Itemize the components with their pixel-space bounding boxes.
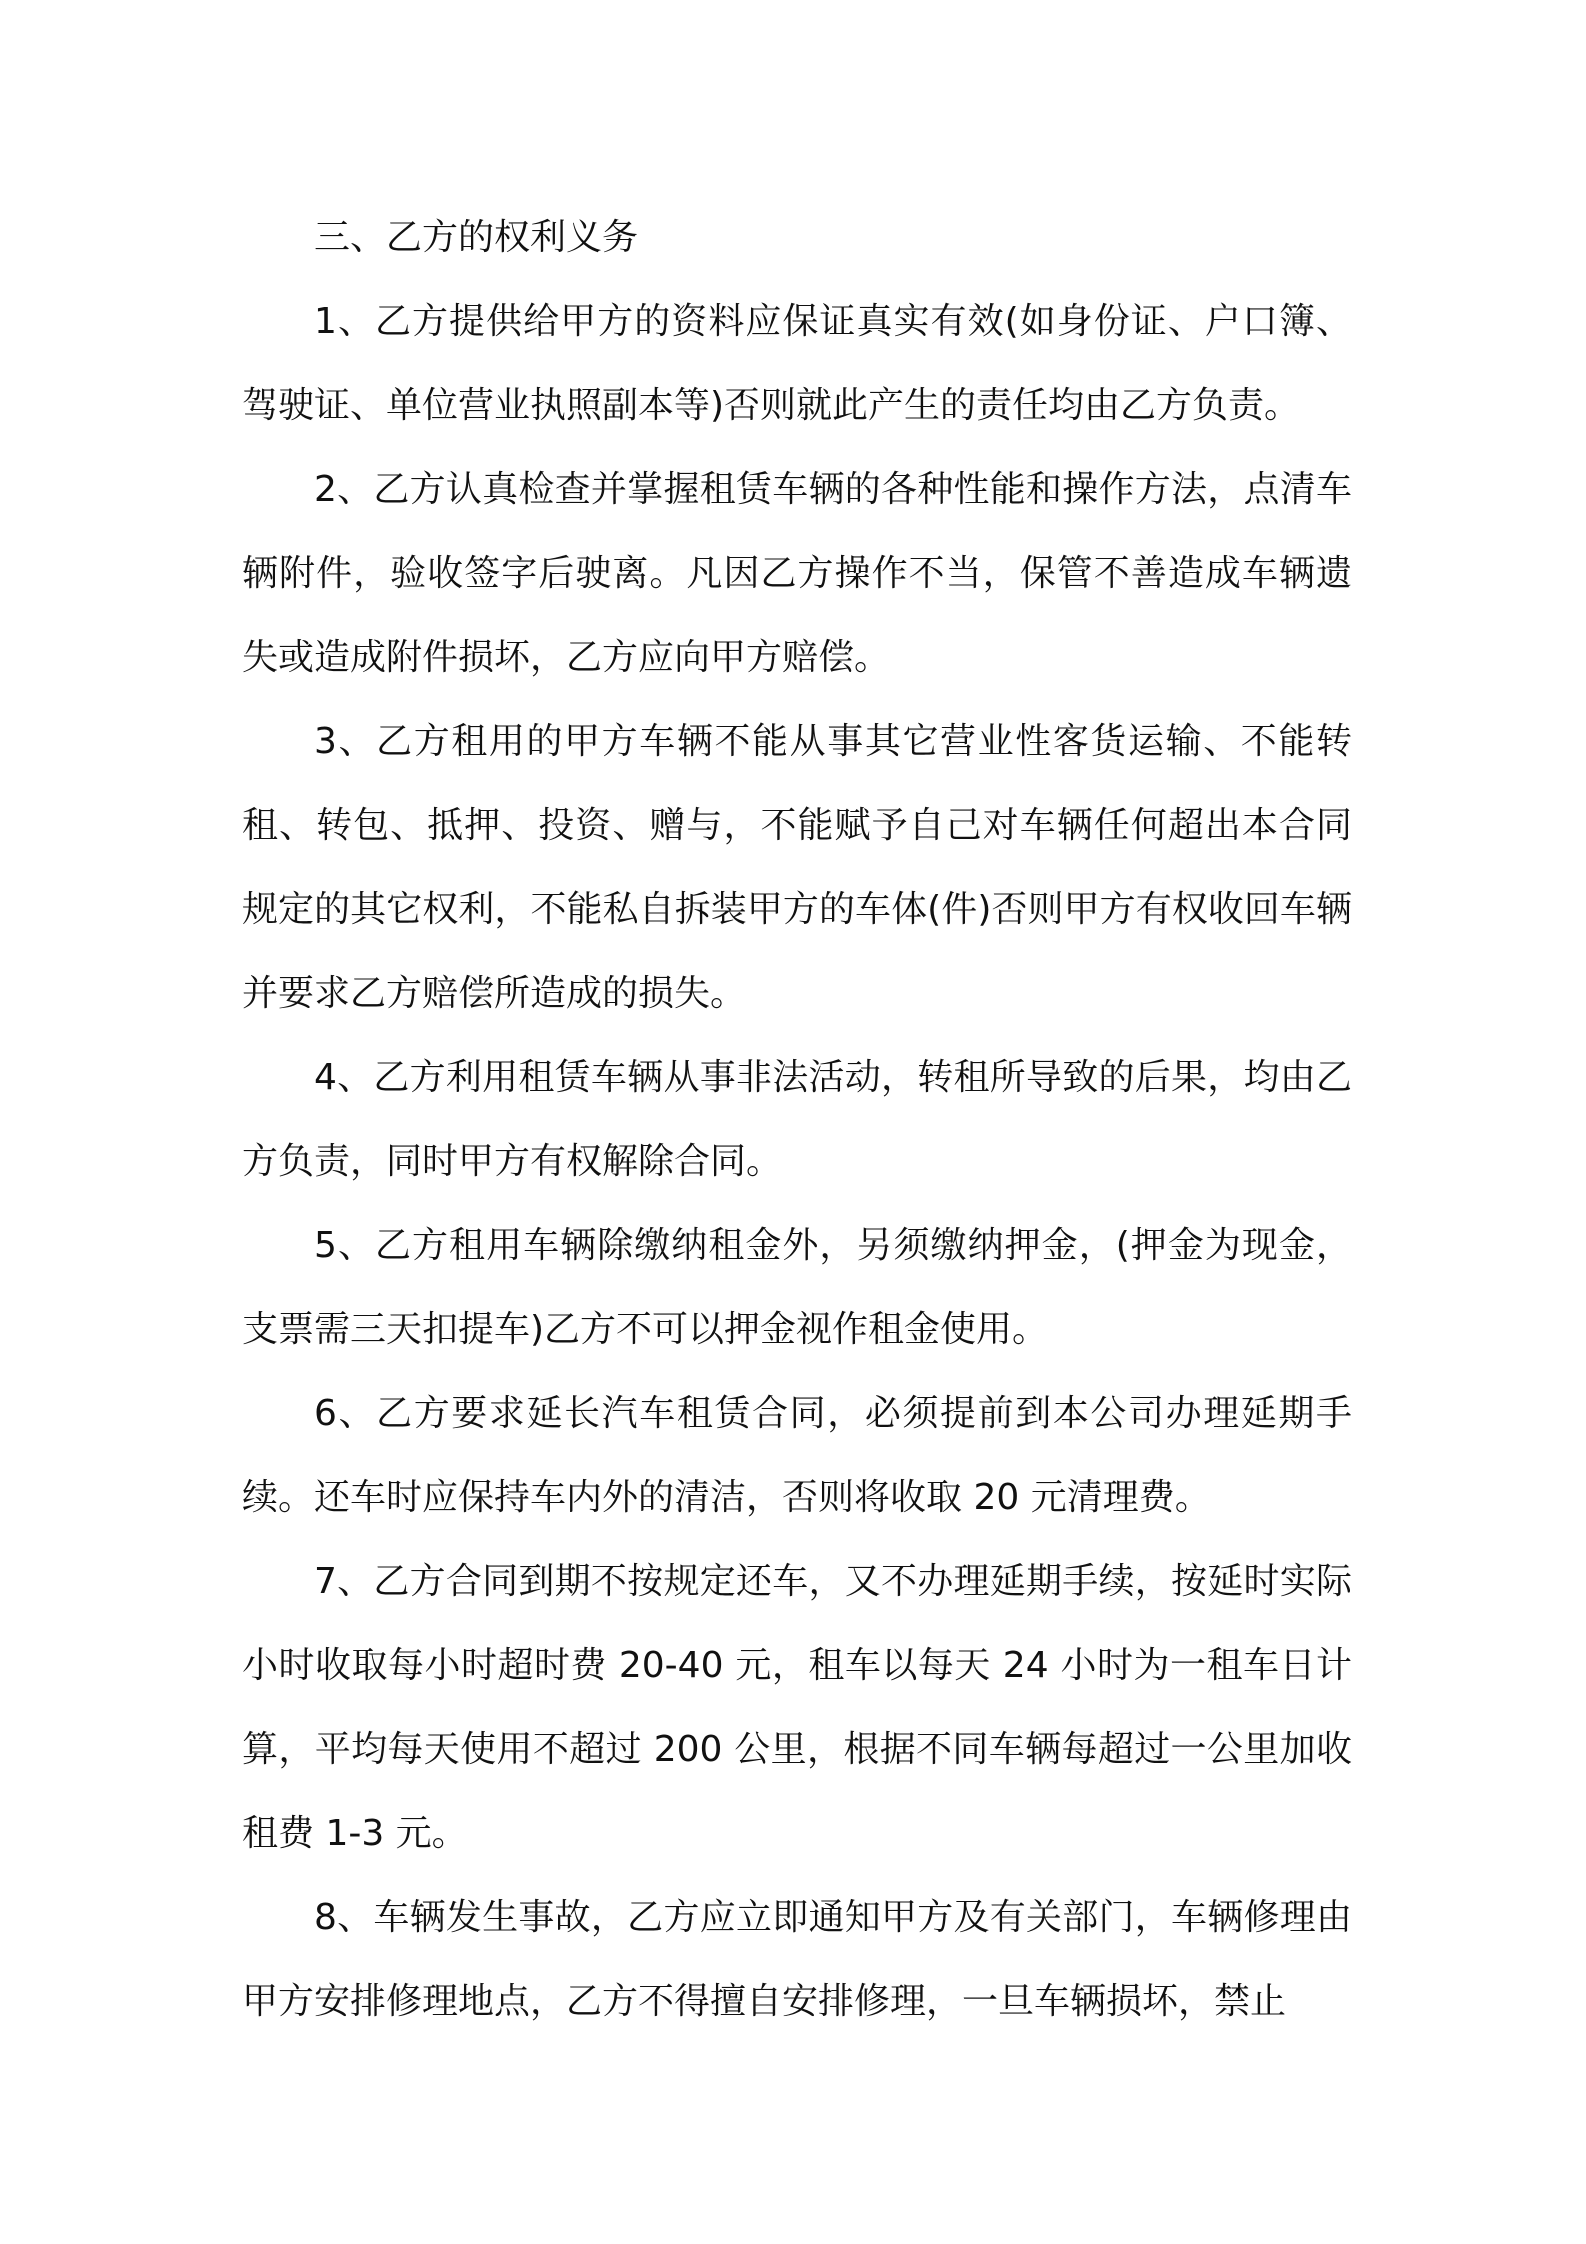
document-body bbox=[242, 196, 1352, 2044]
clause-1: 1、乙方提供给甲方的资料应保证真实有效(如身份证、户口簿、驾驶证、单位营业执照副本等)否则就此产生的责任均由乙方负责。 bbox=[242, 301, 1352, 426]
clause-8: 8、车辆发生事故，乙方应立即通知甲方及有关部门，车辆修理由甲方安排修理地点，乙方不得擅自安排修理，一旦车辆损坏，禁止 bbox=[242, 1897, 1352, 2022]
clause-5: 5、乙方租用车辆除缴纳租金外，另须缴纳押金，(押金为现金，支票需三天扣提车)乙方不可以押金视作租金使用。 bbox=[242, 1225, 1352, 1350]
clause-6: 6、乙方要求延长汽车租赁合同，必须提前到本公司办理延期手续。还车时应保持车内外的清洁，否则将收取 20 元清理费。 bbox=[242, 1393, 1352, 1518]
clause-4: 4、乙方利用租赁车辆从事非法活动，转租所导致的后果，均由乙方负责，同时甲方有权解除合同。 bbox=[242, 1057, 1352, 1182]
clause-3: 3、乙方租用的甲方车辆不能从事其它营业性客货运输、不能转租、转包、抵押、投资、赠与，不能赋予自己对车辆任何超出本合同规定的其它权利，不能私自拆装甲方的车体(件)否则甲方有权收回车辆并要求乙方赔偿所造成的损失。 bbox=[242, 721, 1352, 1014]
clause-7: 7、乙方合同到期不按规定还车，又不办理延期手续，按延时实际小时收取每小时超时费 20-40 元，租车以每天 24 小时为一租车日计算，平均每天使用不超过 200 公里，根据不同车辆每超过一公里加收租费 1-3 元。 bbox=[242, 1561, 1352, 1854]
clause-2: 2、乙方认真检查并掌握租赁车辆的各种性能和操作方法，点清车辆附件，验收签字后驶离。凡因乙方操作不当，保管不善造成车辆遗失或造成附件损坏，乙方应向甲方赔偿。 bbox=[242, 469, 1352, 678]
section-heading: 三、乙方的权利义务 bbox=[314, 217, 639, 258]
